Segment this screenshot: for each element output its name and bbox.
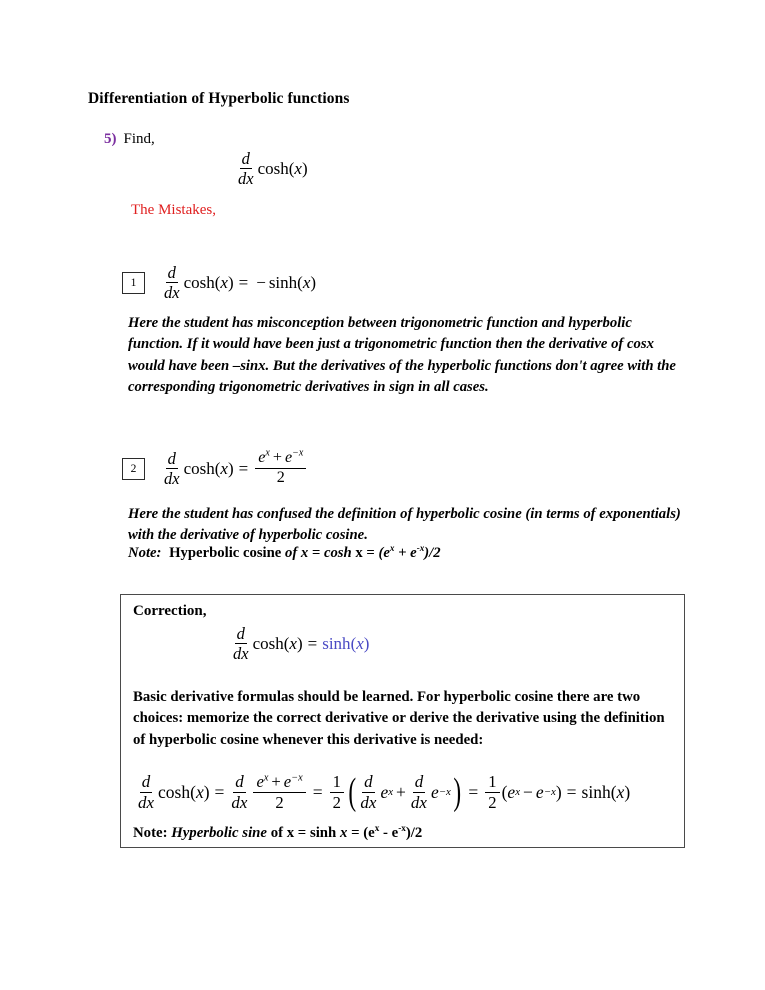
- lparen: (: [288, 159, 295, 179]
- equals-sign: =: [468, 781, 479, 802]
- fraction-numerator: [253, 773, 305, 792]
- ddx-denominator: dx: [233, 644, 249, 664]
- ddx-numerator: d: [241, 149, 250, 168]
- variable-x: x: [195, 781, 204, 802]
- e-term: e: [430, 781, 439, 802]
- note-label: Note:: [128, 545, 162, 561]
- mistake-1-equation: [162, 264, 316, 302]
- ddx-operator: [162, 450, 182, 488]
- note-upright-part: Hyperbolic cosine: [169, 545, 282, 561]
- exponent-x: x: [265, 447, 270, 459]
- question-expression: [236, 150, 308, 188]
- ddx-operator: [236, 150, 256, 188]
- exponential-fraction: [253, 773, 305, 811]
- ddx-denominator: dx: [138, 792, 155, 812]
- mistake-1-number: 1: [122, 272, 145, 294]
- rparen: ): [363, 634, 370, 654]
- ddx-numerator: d: [167, 449, 176, 468]
- rparen: ): [227, 273, 234, 293]
- ddx-numerator: d: [167, 263, 176, 282]
- note-expression: $(e^x + e^{-x})/2$: [378, 543, 441, 561]
- ddx-denominator: dx: [164, 283, 180, 303]
- ddx-denominator: dx: [231, 792, 248, 812]
- plus-sign: +: [272, 449, 282, 467]
- sinh-label-accent: sinh: [322, 634, 351, 654]
- fraction-numerator: [255, 447, 306, 469]
- ddx-operator: [229, 773, 249, 812]
- mistake-1-row: [122, 264, 316, 302]
- ddx-denominator: dx: [238, 169, 254, 189]
- mistake-2-row: [122, 447, 308, 489]
- ddx-numerator: d: [141, 772, 151, 791]
- rparen: ): [555, 781, 562, 802]
- variable-x: x: [302, 273, 311, 293]
- plus-sign: +: [396, 781, 406, 802]
- equals-sign: =: [566, 781, 577, 802]
- e-term: e: [256, 772, 264, 792]
- rparen: ): [227, 459, 234, 479]
- e-term: e: [258, 449, 266, 467]
- cosh-label: cosh: [183, 273, 215, 293]
- lparen: (: [297, 273, 303, 293]
- variable-x: x: [294, 159, 302, 179]
- rparen: ): [624, 781, 631, 802]
- note-label: Note:: [133, 825, 168, 841]
- lparen: (: [610, 781, 617, 802]
- cosh-label: cosh: [158, 781, 191, 802]
- lparen: (: [501, 781, 508, 802]
- exponent-neg-x: −x: [292, 447, 304, 459]
- equals-sign: =: [307, 634, 318, 654]
- question-line: [104, 131, 155, 148]
- equals-sign: =: [238, 273, 249, 293]
- sinh-label: sinh: [268, 273, 298, 293]
- rparen: ): [310, 273, 317, 293]
- mistakes-heading: The Mistakes,: [131, 202, 216, 218]
- ddx-operator: [162, 264, 182, 302]
- e-term: e: [380, 781, 389, 802]
- ddx-denominator: dx: [410, 792, 427, 812]
- correction-body: Basic derivative formulas should be learned. For hyperbolic cosine there are two choices: memorize the correct derivative or derive the derivative using the definition of hyperbolic cosine whenever this derivative is needed:: [133, 689, 665, 748]
- ddx-denominator: dx: [360, 792, 377, 812]
- exponential-fraction: [255, 447, 306, 487]
- correction-derivation: $\frac{d}{dx}$ cosh ( x ) = $\frac{d}{dx}$ $\frac{e^x + e^{-x}}{2}$ = $\frac{1}{2}$ ( $\frac{d}{dx}$ e x + $\frac{d}{dx}$ e −x ) = $\frac{1}{2}$ ( e x − e −x ) = sinh ( x ): [138, 771, 631, 814]
- ddx-operator: [136, 773, 156, 812]
- equals-sign: =: [214, 781, 225, 802]
- big-left-paren: (: [348, 771, 357, 814]
- variable-x: x: [289, 634, 297, 654]
- mistake-2-number: 2: [122, 458, 145, 480]
- note-italic-part: of x = cosh: [284, 545, 352, 561]
- fraction-denominator: 2: [275, 792, 284, 812]
- big-right-paren: ): [453, 771, 462, 814]
- equals-sign: =: [238, 459, 249, 479]
- fraction-denominator: 2: [276, 469, 285, 487]
- mistake-2-note: [128, 543, 686, 564]
- fraction-numerator: 1: [330, 773, 344, 792]
- variable-x: x: [616, 781, 625, 802]
- variable-x: x: [220, 459, 228, 479]
- lparen: (: [214, 273, 221, 293]
- ddx-numerator: d: [235, 772, 244, 791]
- ddx-numerator: d: [236, 624, 245, 643]
- e-term: e: [284, 449, 293, 467]
- variable-x: x: [220, 273, 228, 293]
- correction-title: Correction,: [133, 603, 207, 619]
- lparen: (: [350, 634, 357, 654]
- fraction-denominator: 2: [332, 792, 341, 812]
- one-half-fraction: [330, 773, 344, 811]
- e-term: e: [507, 781, 516, 802]
- cosh-label: cosh: [252, 634, 284, 654]
- cosh-label: cosh: [183, 459, 215, 479]
- note-trailing: x =: [355, 545, 375, 561]
- fraction-numerator: 1: [485, 773, 499, 792]
- e-term: e: [535, 781, 544, 802]
- lparen: (: [214, 459, 221, 479]
- equals-sign: =: [312, 781, 323, 802]
- rparen: ): [296, 634, 303, 654]
- sinh-label: sinh: [581, 781, 611, 802]
- mistake-2-equation: [162, 447, 308, 489]
- ddx-numerator: d: [364, 772, 373, 791]
- correction-box: [120, 594, 685, 848]
- ddx-operator: [231, 625, 251, 663]
- ddx-operator: [409, 773, 429, 812]
- one-half-fraction: [485, 773, 499, 811]
- exponent-neg-x: −x: [291, 772, 303, 784]
- exponent-x: x: [263, 772, 269, 784]
- cosh-label: cosh: [257, 159, 289, 179]
- ddx-operator: [358, 773, 378, 812]
- minus-sign: −: [523, 781, 533, 802]
- note-italic-part: Hyperbolic sine: [171, 825, 267, 841]
- fraction-denominator: 2: [488, 792, 497, 812]
- question-number: 5): [104, 131, 117, 147]
- minus-sign: −: [256, 273, 266, 293]
- lparen: (: [283, 634, 290, 654]
- correction-equation: [231, 625, 369, 663]
- question-prompt: Find,: [123, 131, 155, 147]
- mistake-1-commentary: Here the student has misconception between trigonometric function and hyperbolic function. If it would have been just a trigonometric function then the derivative of cosx would have been –sinx. But the derivatives of the hyperbolic functions don't agree with the corresponding trigonometric derivatives in sign in all cases.: [128, 315, 676, 396]
- variable-x: x: [356, 634, 364, 654]
- e-term: e: [283, 772, 292, 792]
- rparen: ): [203, 781, 210, 802]
- page-title: Differentiation of Hyperbolic functions: [88, 90, 350, 107]
- note-rest: of $x = \sinh x = (e^x - e^{-x})/2$: [270, 823, 423, 841]
- ddx-denominator: dx: [164, 469, 180, 489]
- mistake-2-commentary: Here the student has confused the definition of hyperbolic cosine (in terms of exponentials) with the derivative of hyperbolic cosine.: [128, 506, 681, 544]
- ddx-numerator: d: [414, 772, 424, 791]
- rparen: ): [301, 159, 308, 179]
- correction-note: [133, 825, 422, 842]
- lparen: (: [190, 781, 196, 802]
- plus-sign: +: [271, 772, 281, 792]
